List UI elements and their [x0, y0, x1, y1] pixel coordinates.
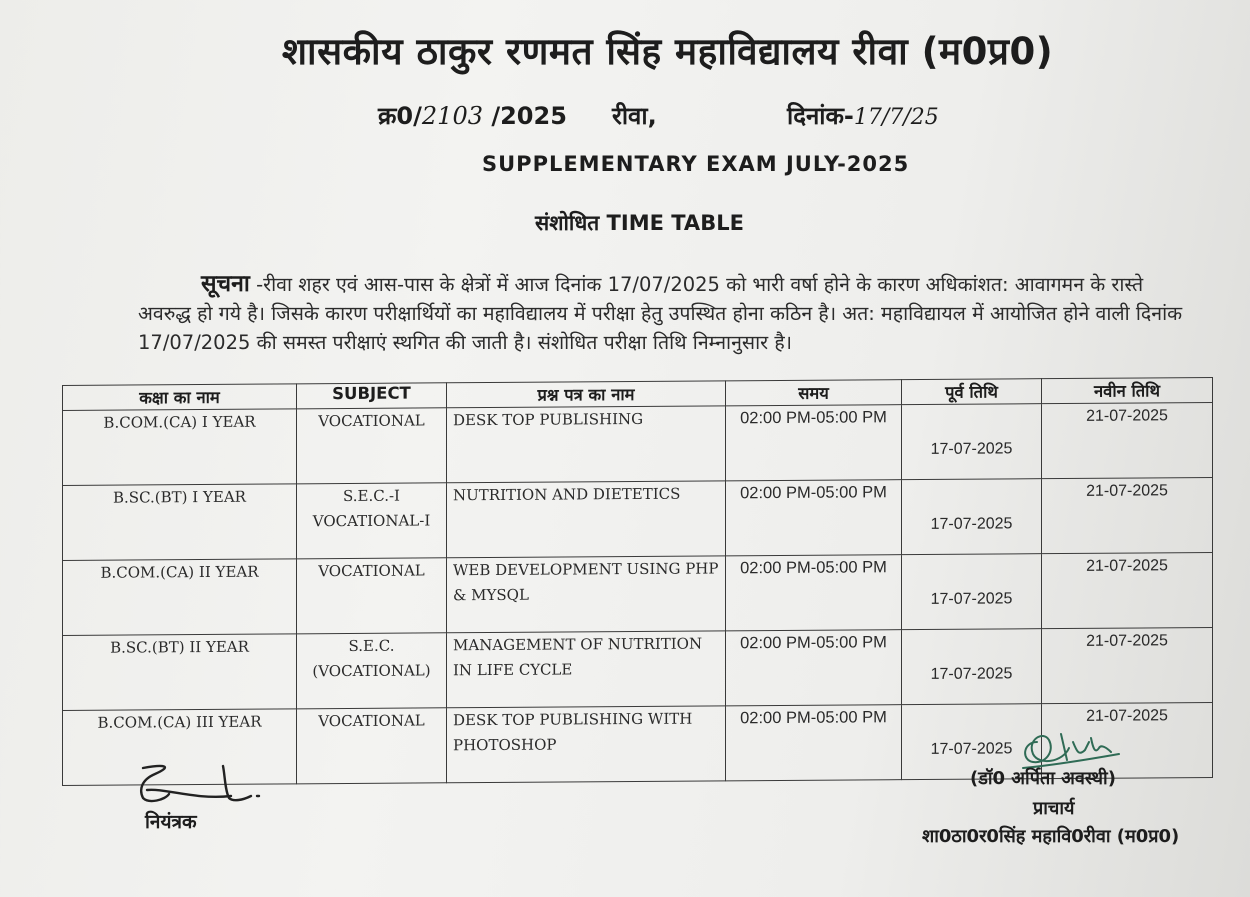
cell-paper-name: NUTRITION AND DIETETICS [447, 481, 726, 558]
reference-prefix: क्र0/ [378, 102, 422, 130]
exam-title: SUPPLEMENTARY EXAM JULY-2025 [482, 152, 910, 176]
date-line [787, 99, 939, 132]
cell-time: 02:00 PM-05:00 PM [726, 480, 902, 556]
cell-new-date: 21-07-2025 [1042, 477, 1213, 553]
cell-new-date: 21-07-2025 [1042, 552, 1213, 628]
cell-old-date: 17-07-2025 [902, 629, 1042, 705]
table-row [63, 627, 1213, 710]
cell-class-name: B.SC.(BT) II YEAR [63, 634, 297, 711]
timetable-title: संशोधित TIME TABLE [535, 211, 744, 235]
reference-year: /2025 [491, 102, 567, 130]
cell-class-name: B.SC.(BT) I YEAR [63, 484, 297, 561]
notice-label: सूचना [201, 271, 250, 297]
cell-time: 02:00 PM-05:00 PM [726, 705, 902, 781]
cell-class-name: B.COM.(CA) II YEAR [63, 559, 297, 636]
reference-number-handwritten: 2103 [421, 102, 483, 130]
cell-paper-name: MANAGEMENT OF NUTRITION IN LIFE CYCLE [447, 631, 726, 708]
cell-subject: S.E.C.-I VOCATIONAL-I [297, 483, 447, 559]
header-new-date: नवीन तिथि [1042, 377, 1213, 403]
city: रीवा, [612, 102, 657, 130]
controller-signature [135, 760, 265, 810]
controller-label: नियंत्रक [145, 811, 197, 833]
cell-class-name: B.COM.(CA) I YEAR [63, 409, 297, 486]
cell-new-date: 21-07-2025 [1042, 702, 1213, 778]
header-time: समय [726, 380, 902, 406]
cell-time: 02:00 PM-05:00 PM [726, 630, 902, 706]
date-handwritten: 17/7/25 [853, 105, 939, 130]
cell-old-date: 17-07-2025 [902, 554, 1042, 630]
header-subject: SUBJECT [297, 383, 447, 409]
date-label: दिनांक- [787, 102, 854, 130]
cell-subject: VOCATIONAL [297, 708, 447, 784]
header-paper-name: प्रश्न पत्र का नाम [447, 381, 726, 408]
cell-new-date: 21-07-2025 [1042, 402, 1213, 478]
cell-subject: VOCATIONAL [297, 558, 447, 634]
cell-old-date: 17-07-2025 [902, 704, 1042, 780]
header-old-date: पूर्व तिथि [902, 379, 1042, 405]
cell-new-date: 21-07-2025 [1042, 627, 1213, 703]
table-row [63, 402, 1213, 485]
notice-paragraph [138, 270, 1188, 357]
principal-college: शा0ठा0र0सिंह महावि0रीवा (म0प्र0) [922, 826, 1180, 847]
cell-paper-name: WEB DEVELOPMENT USING PHP & MYSQL [447, 556, 726, 633]
cell-old-date: 17-07-2025 [902, 404, 1042, 480]
table-row [63, 552, 1213, 635]
principal-signature [1015, 712, 1125, 772]
cell-paper-name: DESK TOP PUBLISHING [447, 406, 726, 483]
principal-title: प्राचार्य [1033, 798, 1075, 819]
cell-class-name: B.COM.(CA) III YEAR [63, 709, 297, 786]
header-class-name: कक्षा का नाम [63, 384, 297, 411]
college-name: शासकीय ठाकुर रणमत सिंह महाविद्यालय रीवा (म0प्र0) [281, 30, 1054, 73]
cell-old-date: 17-07-2025 [902, 479, 1042, 555]
principal-name: (डॉ0 अर्पिता अवस्थी) [970, 768, 1116, 789]
cell-subject: S.E.C. (VOCATIONAL) [297, 633, 447, 709]
cell-time: 02:00 PM-05:00 PM [726, 405, 902, 481]
notice-text: -रीवा शहर एवं आस-पास के क्षेत्रों में आज दिनांक 17/07/2025 को भारी वर्षा होने के कारण अधिकांशत: आवागमन के रास्ते अवरुद्ध हो गये है। जिसके कारण परीक्षार्थियों का महाविद्यालय में परीक्षा हेतु उपस्थित होना कठिन है। अत: महाविद्यायल में आयोजित होने वाली दिनांक 17/07/2025 की समस्त परीक्षाएं स्थगित की जाती है। संशोधित परीक्षा तिथि निम्नानुसार है। [138, 273, 1183, 354]
cell-paper-name: DESK TOP PUBLISHING WITH PHOTOSHOP [447, 706, 726, 783]
cell-subject: VOCATIONAL [297, 408, 447, 484]
reference-number [378, 99, 567, 132]
table-row [63, 477, 1213, 560]
cell-time: 02:00 PM-05:00 PM [726, 555, 902, 631]
